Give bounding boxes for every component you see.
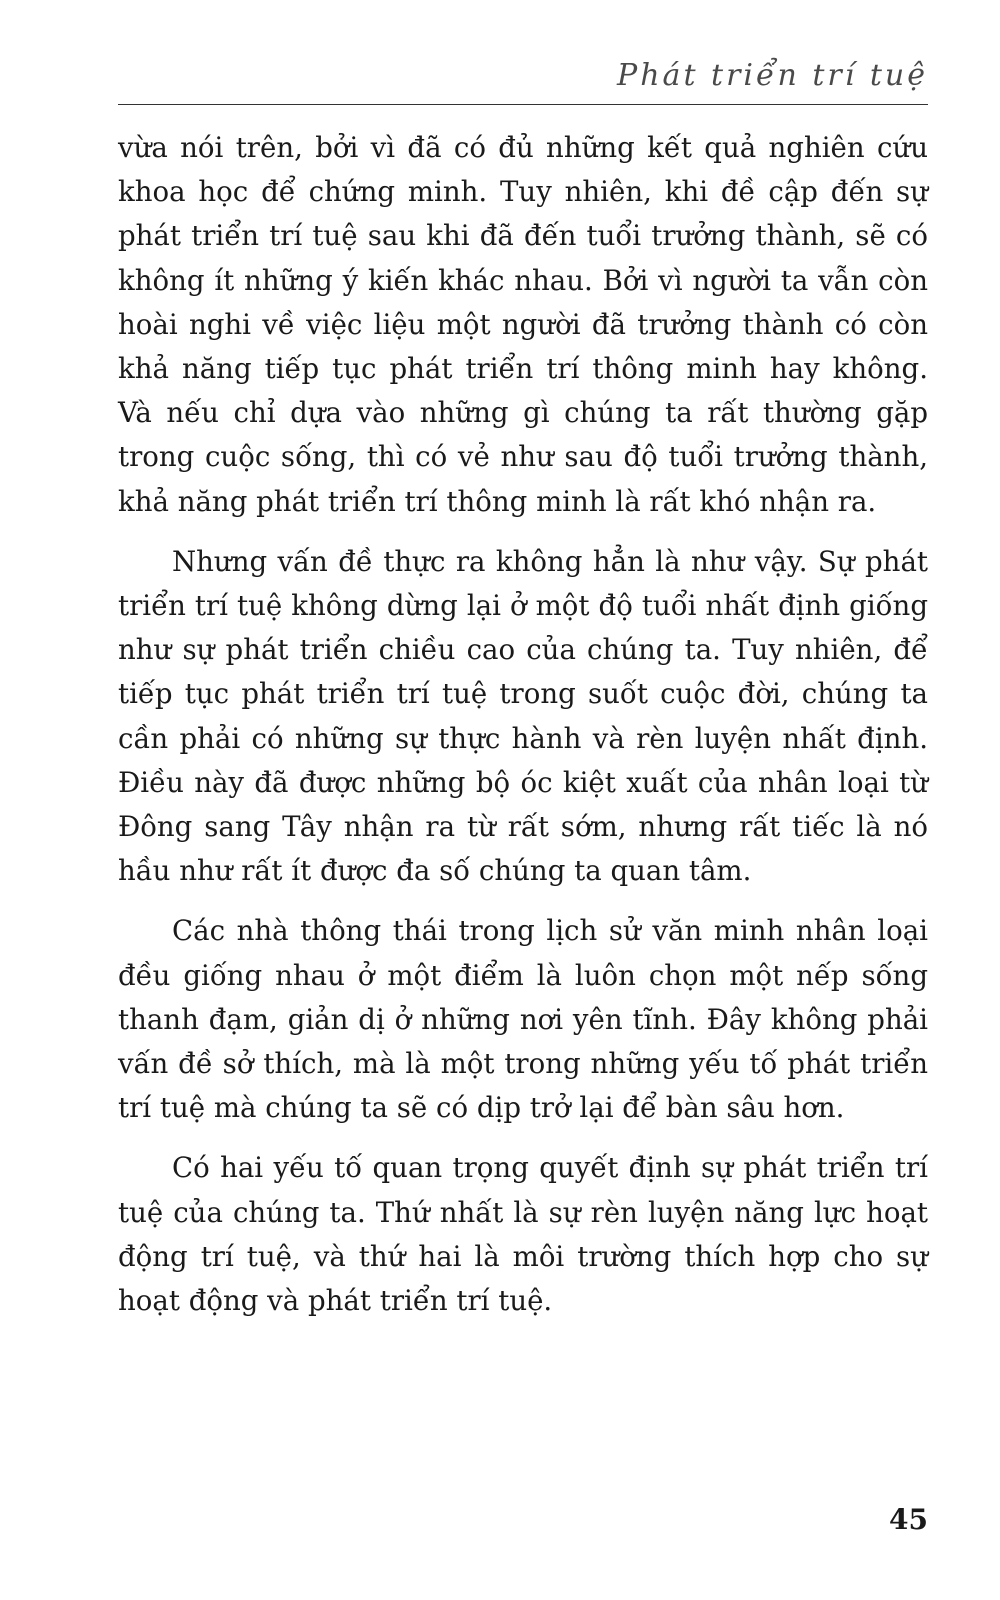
paragraph: Các nhà thông thái trong lịch sử văn minh nhân loại đều giống nhau ở một điểm là luôn chọn một nếp sống thanh đạm, giản dị ở những nơi yên tĩnh. Đây không phải vấn đề sở thích, mà là một trong những yếu tố phát triển trí tuệ mà chúng ta sẽ có dịp trở lại để bàn sâu hơn. — [118, 914, 928, 1125]
paragraph: Nhưng vấn đề thực ra không hẳn là như vậy. Sự phát triển trí tuệ không dừng lại ở một độ tuổi nhất định giống như sự phát triển chiều cao của chúng ta. Tuy nhiên, để tiếp tục phát triển trí tuệ trong suốt cuộc đời, chúng ta cần phải có những sự thực hành và rèn luyện nhất định. Điều này đã được những bộ óc kiệt xuất của nhân loại từ Đông sang Tây nhận ra từ rất sớm, nhưng rất tiếc là nó hầu như rất ít được đa số chúng ta quan tâm. — [118, 544, 928, 888]
body-text — [118, 126, 928, 1339]
paragraph-continued: vừa nói trên, bởi vì đã có đủ những kết quả nghiên cứu khoa học để chứng minh. Tuy nhiên, khi đề cập đến sự phát triển trí tuệ sau khi đã đến tuổi trưởng thành, sẽ có không ít những ý kiến khác nhau. Bởi vì người ta vẫn còn hoài nghi về việc liệu một người đã trưởng thành có còn khả năng tiếp tục phát triển trí thông minh hay không. Và nếu chỉ dựa vào những gì chúng ta rất thường gặp trong cuộc sống, thì có vẻ như sau độ tuổi trưởng thành, khả năng phát triển trí thông minh là rất khó nhận ra. — [118, 131, 928, 518]
paragraph: Có hai yếu tố quan trọng quyết định sự phát triển trí tuệ của chúng ta. Thứ nhất là sự rèn luyện năng lực hoạt động trí tuệ, và thứ hai là môi trường thích hợp cho sự hoạt động và phát triển trí tuệ. — [118, 1151, 928, 1318]
running-header-title: Phát triển trí tuệ — [617, 58, 928, 93]
running-header — [118, 52, 928, 105]
page-number: 45 — [889, 1503, 928, 1536]
